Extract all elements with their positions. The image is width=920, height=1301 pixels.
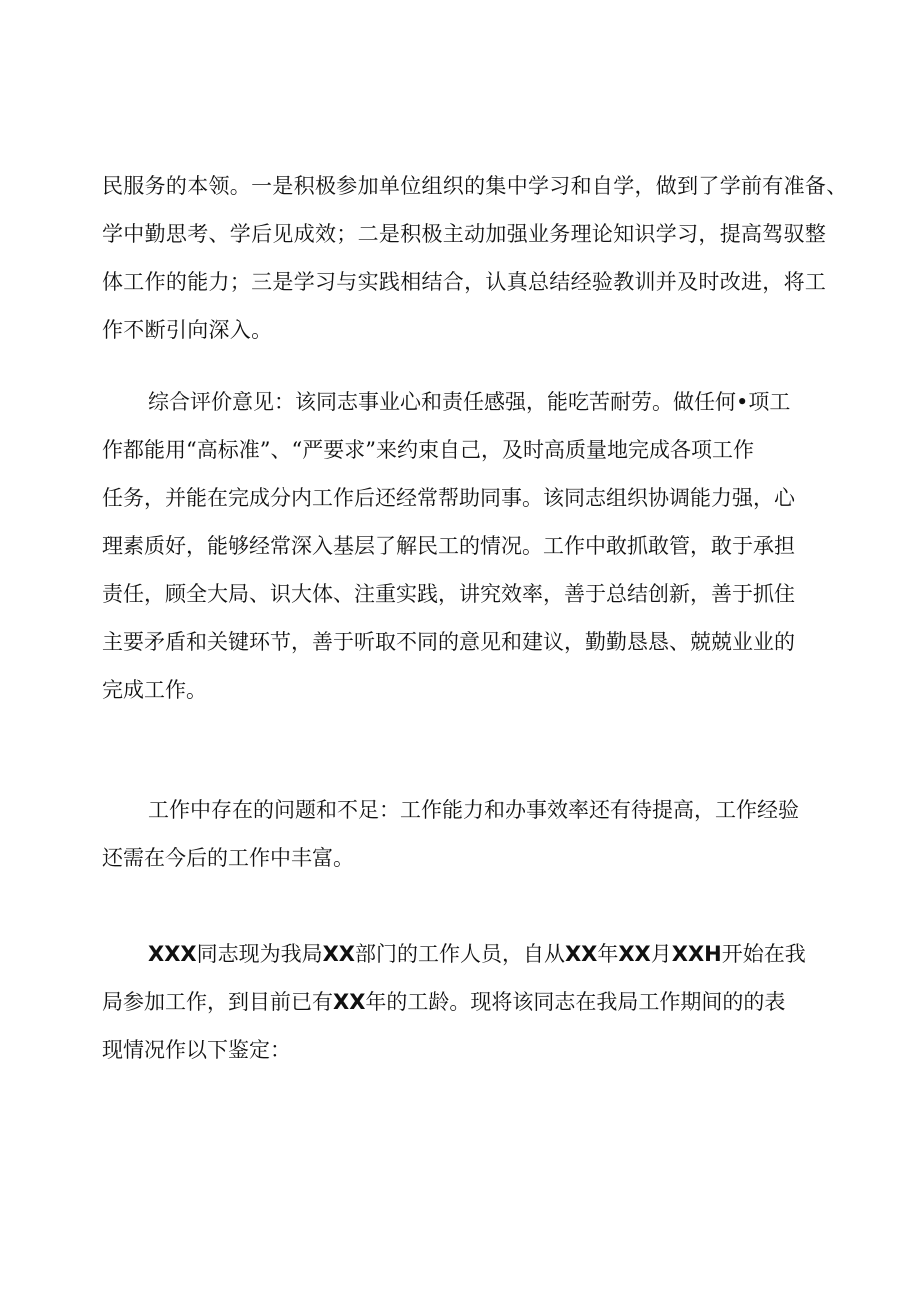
text-segment: 年 [597, 942, 619, 966]
text-line: 理素质好，能够经常深入基层了解民工的情况。工作中敢抓敢管，敢于承担 [102, 534, 795, 558]
text-line: 现情况作以下鉴定： [102, 1038, 291, 1062]
text-line: 完成工作。 [102, 678, 207, 702]
paragraph-shortcomings [102, 786, 822, 882]
placeholder-month: XX [618, 942, 651, 966]
text-line: 综合评价意见：该同志事业心和责任感强，能吃苦耐劳。做任何•项工 [148, 390, 791, 414]
text-segment: 部门的工作人员，自从 [354, 942, 565, 966]
text-line [102, 930, 822, 978]
placeholder-department: XX [322, 942, 355, 966]
text-segment: 同志现为我局 [196, 942, 323, 966]
paragraph-introduction [102, 930, 822, 1074]
placeholder-day: XXH [671, 942, 722, 966]
placeholder-service-years: XX [333, 990, 366, 1014]
text-segment: 年的工龄。现将该同志在我局工作期间的的表 [365, 990, 786, 1014]
text-segment: 月 [650, 942, 672, 966]
text-line: 作都能用“高标准”、“严要求”来约束自己，及时高质量地完成各项工作 [102, 438, 754, 462]
text-line: 体工作的能力；三是学习与实践相结合，认真总结经验教训并及时改进，将工 [102, 270, 827, 294]
text-segment: 开始在我 [721, 942, 806, 966]
text-line: 主要矛盾和关键环节，善于听取不同的意见和建议，勤勤恳恳、兢兢业业的 [102, 630, 795, 654]
text-line: 民服务的本领。一是积极参加单位组织的集中学习和自学，做到了学前有准备、 [102, 174, 848, 198]
placeholder-name: XXX [148, 942, 197, 966]
text-segment: 局参加工作，到目前已有 [102, 990, 333, 1014]
placeholder-year: XX [564, 942, 598, 966]
text-line: 还需在今后的工作中丰富。 [102, 846, 354, 870]
text-line: 责任，顾全大局、识大体、注重实践，讲究效率，善于总结创新，善于抓住 [102, 582, 795, 606]
paragraph-evaluation [102, 378, 822, 714]
text-line: 学中勤思考、学后见成效；二是积极主动加强业务理论知识学习，提高驾驭整 [102, 222, 827, 246]
text-line [102, 978, 822, 1026]
text-line: 工作中存在的问题和不足：工作能力和办事效率还有待提高，工作经验 [148, 798, 799, 822]
paragraph-study [102, 162, 848, 354]
text-line: 作不断引向深入。 [102, 318, 273, 342]
text-line: 任务，并能在完成分内工作后还经常帮助同事。该同志组织协调能力强，心 [102, 486, 795, 510]
